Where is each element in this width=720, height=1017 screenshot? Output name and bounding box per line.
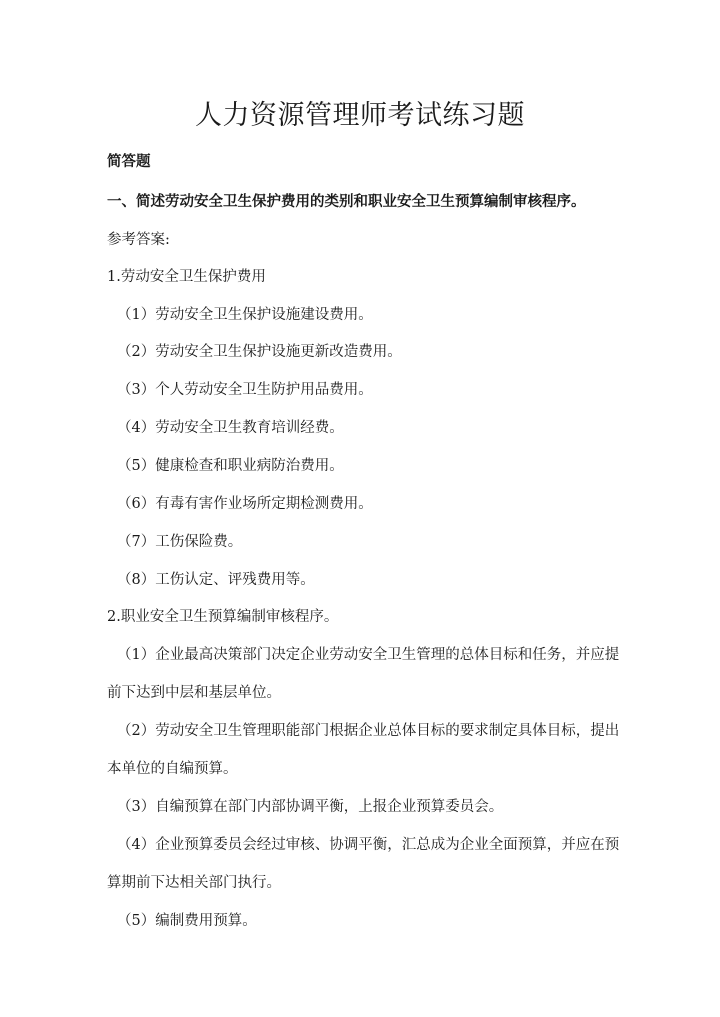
question-text: 一、简述劳动安全卫生保护费用的类别和职业安全卫生预算编制审核程序。 [107,193,586,210]
part1-heading: 1.劳动安全卫生保护费用 [107,269,266,285]
list-item: （4）企业预算委员会经过审核、协调平衡，汇总成为企业全面预算，并应在预 [117,837,620,853]
list-item: （2）劳动安全卫生保护设施更新改造费用。 [117,344,402,360]
section-heading: 简答题 [107,153,151,170]
list-item: （8）工伤认定、评残费用等。 [117,572,315,588]
list-item: （6）有毒有害作业场所定期检测费用。 [117,496,373,512]
part2-heading: 2.职业安全卫生预算编制审核程序。 [107,609,339,625]
list-item-continuation: 前下达到中层和基层单位。 [107,685,281,701]
list-item: （1）企业最高决策部门决定企业劳动安全卫生管理的总体目标和任务，并应提 [117,647,620,663]
list-item: （5）健康检查和职业病防治费用。 [117,458,344,474]
list-item-continuation: 本单位的自编预算。 [107,761,238,777]
list-item: （3）个人劳动安全卫生防护用品费用。 [117,382,373,398]
list-item: （5）编制费用预算。 [117,913,257,929]
list-item: （2）劳动安全卫生管理职能部门根据企业总体目标的要求制定具体目标，提出 [117,723,620,739]
page-title: 人力资源管理师考试练习题 [195,100,525,131]
list-item: （3）自编预算在部门内部协调平衡，上报企业预算委员会。 [117,799,504,815]
list-item-continuation: 算期前下达相关部门执行。 [107,875,281,891]
list-item: （7）工伤保险费。 [117,534,243,550]
answer-label: 参考答案: [107,232,170,248]
list-item: （4）劳动安全卫生教育培训经费。 [117,420,344,436]
list-item: （1）劳动安全卫生保护设施建设费用。 [117,307,373,323]
